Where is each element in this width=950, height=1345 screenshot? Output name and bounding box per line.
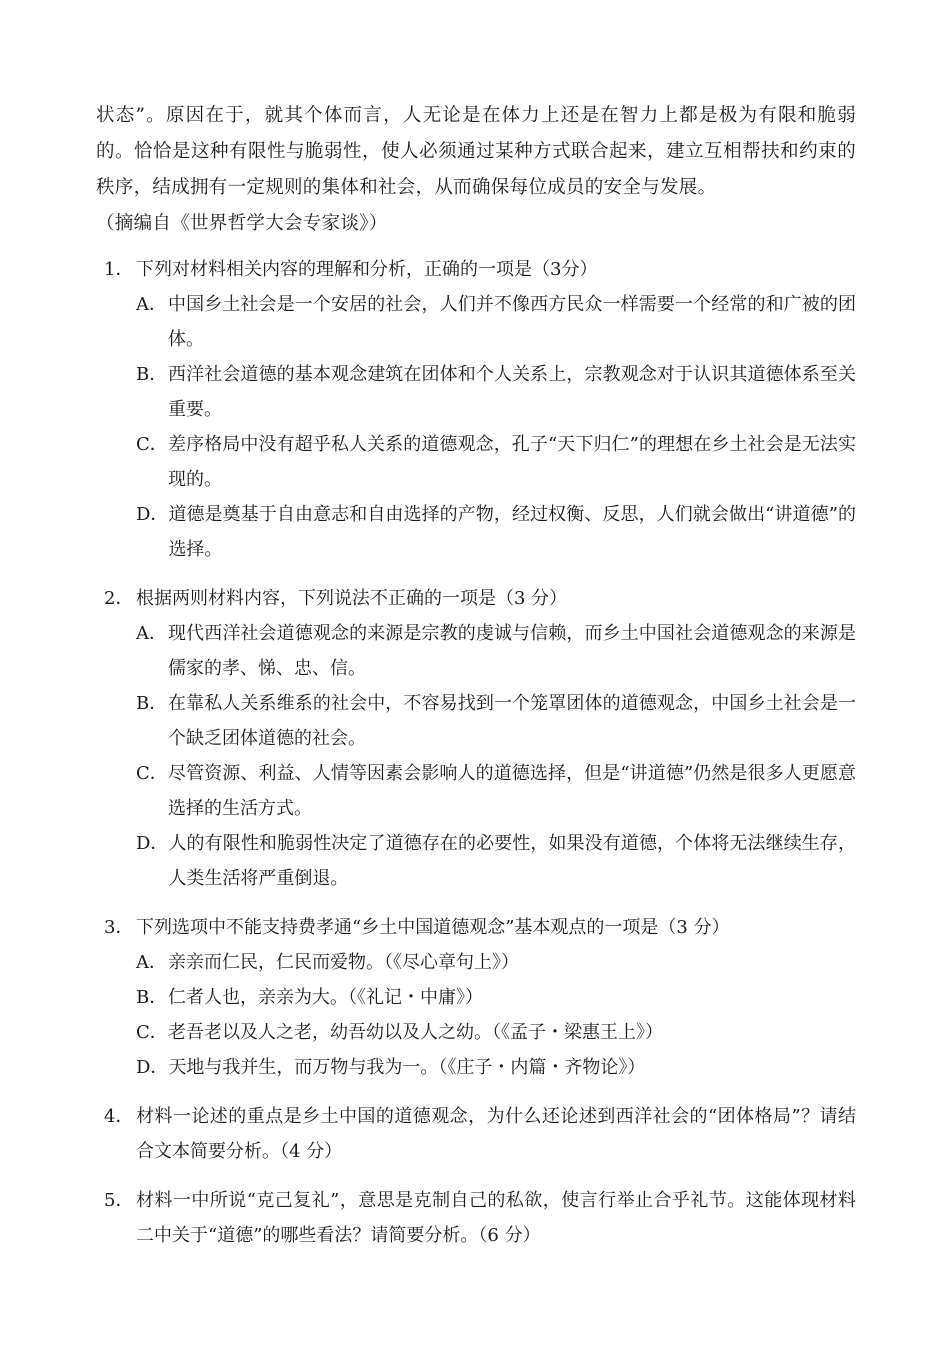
- option-text: 在靠私人关系维系的社会中，不容易找到一个笼罩团体的道德观念，中国乡土社会是一个缺乏团体道德的社会。: [168, 693, 856, 749]
- option-letter: C．: [136, 763, 168, 784]
- question-5: [104, 1183, 856, 1253]
- question-stem: [104, 1099, 856, 1169]
- question-4: [104, 1099, 856, 1169]
- passage-source: （摘编自《世界哲学大会专家谈》）: [96, 213, 388, 234]
- option-list: [136, 945, 856, 1085]
- option-text: 人的有限性和脆弱性决定了道德存在的必要性，如果没有道德，个体将无法继续生存，人类生活将严重倒退。: [168, 833, 856, 889]
- option-letter: B．: [136, 693, 168, 714]
- option-letter: D．: [136, 1057, 169, 1078]
- question-text: 材料一论述的重点是乡土中国的道德观念，为什么还论述到西洋社会的“团体格局”？请结合文本简要分析。（4 分）: [136, 1106, 856, 1162]
- question-2: [104, 581, 856, 896]
- option-text: 亲亲而仁民，仁民而爱物。（《尽心章句上》）: [168, 952, 519, 973]
- question-number: 2．: [104, 588, 134, 609]
- option-letter: D．: [136, 833, 169, 854]
- question-number: 4．: [104, 1106, 134, 1127]
- question-stem: [104, 910, 856, 945]
- option-a: [136, 287, 856, 357]
- option-d: [136, 497, 856, 567]
- option-text: 尽管资源、利益、人情等因素会影响人的道德选择，但是“讲道德”仍然是很多人更愿意选择的生活方式。: [168, 763, 856, 819]
- option-d: [136, 826, 856, 896]
- option-text: 仁者人也，亲亲为大。（《礼记・中庸》）: [168, 987, 483, 1008]
- question-stem: [104, 581, 856, 616]
- option-a: [136, 616, 856, 686]
- option-b: [136, 686, 856, 756]
- option-text: 中国乡土社会是一个安居的社会，人们并不像西方民众一样需要一个经常的和广被的团体。: [168, 294, 856, 350]
- option-text: 天地与我并生，而万物与我为一。（《庄子・内篇・齐物论》）: [168, 1057, 646, 1078]
- question-number: 5．: [104, 1190, 134, 1211]
- option-letter: C．: [136, 434, 168, 455]
- option-letter: C．: [136, 1022, 168, 1043]
- question-1: [104, 252, 856, 567]
- option-b: [136, 357, 856, 427]
- option-text: 道德是奠基于自由意志和自由选择的产物，经过权衡、反思，人们就会做出“讲道德”的选择。: [168, 504, 856, 560]
- option-b: [136, 980, 856, 1015]
- option-letter: A．: [136, 294, 167, 315]
- option-letter: A．: [136, 623, 167, 644]
- option-c: [136, 1015, 856, 1050]
- option-text: 老吾老以及人之老，幼吾幼以及人之幼。（《孟子・梁惠王上》）: [168, 1022, 663, 1043]
- option-text: 西洋社会道德的基本观念建筑在团体和个人关系上，宗教观念对于认识其道德体系至关重要。: [168, 364, 856, 420]
- option-letter: A．: [136, 952, 167, 973]
- question-number: 1．: [104, 259, 134, 280]
- question-text: 下列对材料相关内容的理解和分析，正确的一项是（3分）: [136, 259, 598, 280]
- option-d: [136, 1050, 856, 1085]
- option-list: [136, 616, 856, 896]
- option-c: [136, 427, 856, 497]
- option-letter: B．: [136, 987, 168, 1008]
- option-letter: D．: [136, 504, 169, 525]
- question-number: 3．: [104, 917, 134, 938]
- question-text: 下列选项中不能支持费孝通“乡土中国道德观念”基本观点的一项是（3 分）: [136, 917, 730, 938]
- option-text: 差序格局中没有超乎私人关系的道德观念，孔子“天下归仁”的理想在乡土社会是无法实现的。: [168, 434, 856, 490]
- question-text: 材料一中所说“克己复礼”，意思是克制自己的私欲，使言行举止合乎礼节。这能体现材料二中关于“道德”的哪些看法？请简要分析。（6 分）: [136, 1190, 856, 1246]
- question-stem: [104, 252, 856, 287]
- question-list: [104, 252, 856, 1267]
- option-text: 现代西洋社会道德观念的来源是宗教的虔诚与信赖，而乡土中国社会道德观念的来源是儒家的孝、悌、忠、信。: [168, 623, 856, 679]
- question-stem: [104, 1183, 856, 1253]
- option-c: [136, 756, 856, 826]
- passage-paragraph: 状态”。原因在于，就其个体而言，人无论是在体力上还是在智力上都是极为有限和脆弱的。恰恰是这种有限性与脆弱性，使人必须通过某种方式联合起来，建立互相帮扶和约束的秩序，结成拥有一定规则的集体和社会，从而确保每位成员的安全与发展。: [96, 105, 856, 198]
- reading-passage: [96, 98, 856, 242]
- option-a: [136, 945, 856, 980]
- question-3: [104, 910, 856, 1085]
- question-text: 根据两则材料内容，下列说法不正确的一项是（3 分）: [136, 588, 568, 609]
- option-list: [136, 287, 856, 567]
- option-letter: B．: [136, 364, 168, 385]
